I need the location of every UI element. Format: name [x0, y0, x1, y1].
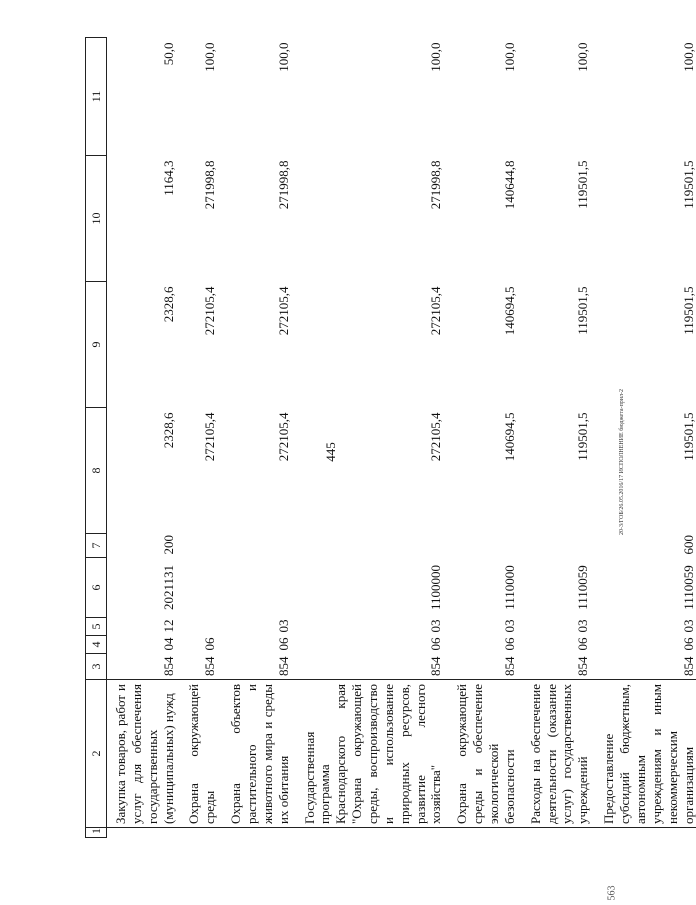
- code-cell: 1110000: [501, 565, 517, 610]
- code-cell: 06: [575, 637, 591, 651]
- header-cell: 2: [86, 680, 107, 828]
- code-cell: 12: [160, 619, 176, 633]
- code-cell: [176, 534, 218, 558]
- code-cell: 854: [680, 656, 696, 676]
- table-header: [86, 38, 107, 838]
- percent-cell: 100,0: [428, 42, 444, 72]
- amount-cell: 271998,8: [428, 160, 444, 210]
- code-cell: 1100000: [428, 564, 444, 611]
- header-cell: 10: [86, 156, 107, 282]
- code-cell: 1110059: [680, 565, 696, 610]
- expense-name-cell: Охрана окружающей среды: [176, 680, 218, 828]
- row-spacer-cell: [292, 828, 445, 838]
- expense-name-cell: Расходы на обеспечение деятельности (оказание услуг) государственных учреждений: [518, 680, 591, 828]
- header-cell: 11: [86, 38, 107, 156]
- code-cell: [518, 534, 591, 558]
- budget-table: [85, 37, 696, 838]
- code-cell: 06: [680, 637, 696, 651]
- row-spacer-cell: [518, 828, 591, 838]
- amount-cell: 2328,6: [160, 286, 176, 323]
- amount-cell: 119501,5: [680, 412, 696, 461]
- code-cell: [292, 534, 445, 558]
- amount-cell: 119501,5: [575, 160, 591, 209]
- table-body: [107, 38, 696, 838]
- percent-cell: 100,0: [501, 42, 517, 72]
- percent-cell: 100,0: [275, 42, 291, 72]
- row-spacer-cell: [218, 828, 291, 838]
- budget-table-container: [85, 37, 696, 838]
- code-cell: 06: [428, 637, 444, 651]
- amount-cell: 119501,5: [575, 412, 591, 461]
- table-row: [518, 38, 591, 838]
- row-spacer-cell: [176, 828, 218, 838]
- expense-name-cell: Закупка товаров, работ и услуг для обеспечения государственных (муниципальных) нужд: [107, 680, 177, 828]
- table-row: [292, 38, 445, 838]
- amount-cell: 272105,4: [275, 412, 291, 462]
- amount-cell: 1164,3: [160, 160, 176, 196]
- code-cell: 03: [680, 619, 696, 633]
- row-spacer-cell: [444, 828, 517, 838]
- code-cell: 854: [428, 656, 444, 676]
- amount-cell: 140644,8: [501, 160, 517, 210]
- amount-cell: 271998,8: [275, 160, 291, 210]
- percent-cell: 100,0: [680, 42, 696, 72]
- code-cell: [176, 618, 218, 636]
- code-cell: 03: [501, 619, 517, 633]
- code-cell: [176, 558, 218, 618]
- code-cell: 854: [275, 656, 291, 676]
- expense-name-cell: Охрана окружающей среды и обеспечение экологической безопасности: [444, 680, 517, 828]
- code-cell: 854: [202, 656, 218, 676]
- header-cell: 9: [86, 282, 107, 408]
- header-cell: 1: [86, 828, 107, 838]
- header-cell: 7: [86, 534, 107, 558]
- percent-cell: 50,0: [160, 42, 176, 66]
- code-cell: 06: [501, 637, 517, 651]
- table-row: [591, 38, 696, 838]
- header-cell: 4: [86, 636, 107, 654]
- footer-code: 20-3/ГОБ/26.05.2016/17 ИСПОЛНЕНИЕ бюджета-прил-2: [619, 389, 625, 535]
- page-number: 445: [323, 442, 338, 462]
- code-cell: 1110059: [575, 565, 591, 610]
- percent-cell: 100,0: [202, 42, 218, 72]
- expense-name-cell: Охрана объектов растительного и животного мира и среды их обитания: [218, 680, 291, 828]
- percent-cell: 100,0: [575, 42, 591, 72]
- expense-name-cell: Предоставление субсидий бюджетным, автономным учреждениям и иным некоммерческим организациям: [591, 680, 696, 828]
- row-spacer-cell: [591, 828, 696, 838]
- amount-cell: 271998,8: [202, 160, 218, 210]
- code-cell: 854: [501, 656, 517, 676]
- code-cell: 03: [428, 619, 444, 633]
- table-row: [176, 38, 218, 838]
- code-cell: [218, 534, 291, 558]
- code-cell: 03: [275, 619, 291, 633]
- code-cell: 06: [202, 637, 218, 651]
- code-cell: 06: [275, 637, 291, 651]
- edge-page-mark: 563: [606, 885, 618, 901]
- code-cell: 854: [160, 656, 176, 676]
- amount-cell: 119501,5: [680, 160, 696, 209]
- header-cell: 8: [86, 408, 107, 534]
- amount-cell: 272105,4: [428, 412, 444, 462]
- amount-cell: 272105,4: [202, 412, 218, 462]
- table-row: [218, 38, 291, 838]
- code-cell: 2021131: [160, 564, 176, 611]
- amount-cell: 2328,6: [160, 412, 176, 449]
- header-row: [86, 38, 107, 838]
- expense-name-cell: Государственная программа Краснодарского края "Охрана окружающей среды, воспроизводство и использование природных ресурсов, развитие лесного хозяйства": [292, 680, 445, 828]
- table-row: [444, 38, 517, 838]
- amount-cell: 119501,5: [680, 286, 696, 335]
- amount-cell: 140694,5: [501, 412, 517, 462]
- amount-cell: 272105,4: [202, 286, 218, 336]
- amount-cell: 140694,5: [501, 286, 517, 336]
- code-cell: 04: [160, 637, 176, 651]
- code-cell: 600: [680, 535, 696, 555]
- code-cell: [444, 534, 517, 558]
- amount-cell: 119501,5: [575, 286, 591, 335]
- code-cell: 200: [160, 535, 176, 555]
- amount-cell: 272105,4: [275, 286, 291, 336]
- row-spacer-cell: [107, 828, 177, 838]
- code-cell: 03: [575, 619, 591, 633]
- header-cell: 5: [86, 618, 107, 636]
- header-cell: 6: [86, 558, 107, 618]
- table-row: [107, 38, 177, 838]
- code-cell: 854: [575, 656, 591, 676]
- code-cell: [218, 558, 291, 618]
- header-cell: 3: [86, 654, 107, 680]
- amount-cell: 272105,4: [428, 286, 444, 336]
